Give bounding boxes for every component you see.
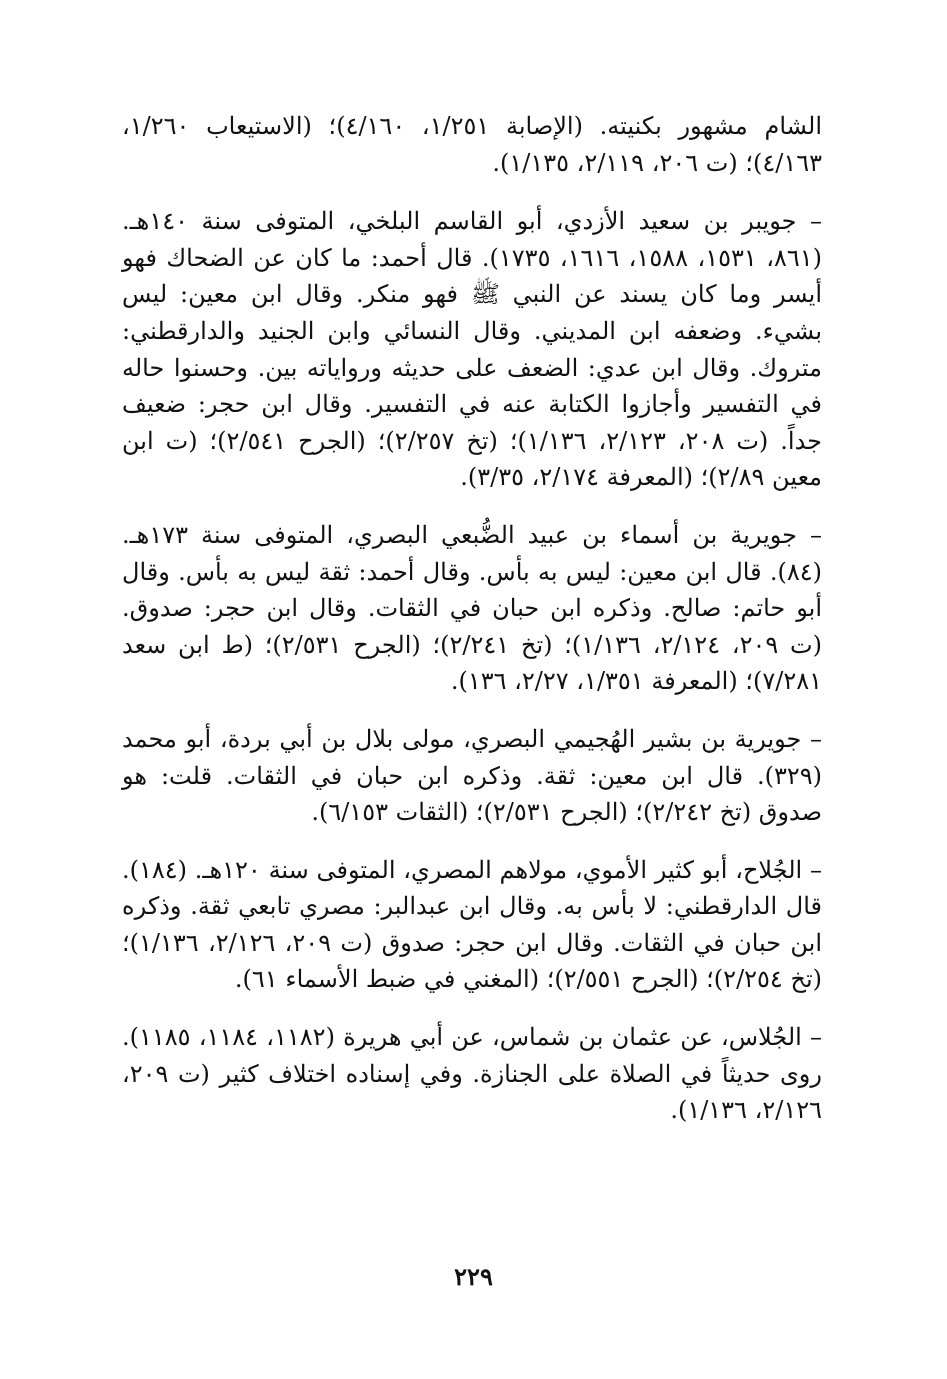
page-number: ٢٢٩ xyxy=(454,1262,493,1291)
entry-julas: – الجُلاس، عن عثمان بن شماس، عن أبي هريرة (١١٨٢، ١١٨٤، ١١٨٥). روى حديثاً في الصلاة على الجنازة. وفي إسناده اختلاف كثير (ت ٢٠٩، ٢/١٢٦، ١/١٣٦). xyxy=(122,1023,823,1125)
entry-juwayriya-bashir: – جويرية بن بشير الهُجيمي البصري، مولى بلال بن أبي بردة، أبو محمد (٣٢٩). قال ابن معين: ثقة. وذكره ابن حبان في الثقات. قلت: هو صدوق (تخ ٢/٢٤٢)؛ (الجرح ٢/٥٣١)؛ (الثقات ٦/١٥٣). xyxy=(122,724,823,827)
entry-juwaybir: – جويبر بن سعيد الأزدي، أبو القاسم البلخي، المتوفى سنة ١٤٠هـ. (٨٦١، ١٥٣١، ١٥٨٨، ١٦١٦، ١٧٣٥). قال أحمد: ما كان عن الضحاك فهو أيسر وما كان يسند عن النبي ﷺ فهو منكر. وقال ابن معين: ليس بشيء. وضعفه ابن المديني. وقال النسائي وابن الجنيد والدارقطني: متروك. وقال ابن عدي: الضعف على حديثه ورواياته بين. وحسنوا حاله في التفسير وأجازوا الكتابة عنه في التفسير. وقال ابن حجر: ضعيف جداً. (ت ٢٠٨، ٢/١٢٣، ١/١٣٦)؛ (تخ ٢/٢٥٧)؛ (الجرح ٢/٥٤١)؛ (ت ابن معين ٢/٨٩)؛ (المعرفة ٢/١٧٤، ٣/٣٥). xyxy=(122,207,822,492)
entry-julah: – الجُلاح، أبو كثير الأموي، مولاهم المصري، المتوفى سنة ١٢٠هـ. (١٨٤). قال الدارقطني: لا بأس به. وقال ابن عبدالبر: مصري تابعي ثقة. وذكره ابن حبان في الثقات. وقال ابن حجر: صدوق (ت ٢٠٩، ٢/١٢٦، ١/١٣٦)؛ (تخ ٢/٢٥٤)؛ (الجرح ٢/٥٥١)؛ (المغني في ضبط الأسماء ٦١). xyxy=(122,855,823,994)
page-body xyxy=(122,108,822,1150)
entry-juwayriya-asma: – جويرية بن أسماء بن عبيد الضُّبعي البصري، المتوفى سنة ١٧٣هـ. (٨٤). قال ابن معين: ليس به بأس. وقال أحمد: ثقة ليس به بأس. وقال أبو حاتم: صالح. وذكره ابن حبان في الثقات. وقال ابن حجر: صدوق. (ت ٢٠٩، ٢/١٢٤، ١/١٣٦)؛ (تخ ٢/٢٤١)؛ (الجرح ٢/٥٣١)؛ (ط ابن سعد ٧/٢٨١)؛ (المعرفة ١/٣٥١، ٢/٢٧، ١٣٦). xyxy=(122,520,823,696)
paragraph-continuation: الشام مشهور بكنيته. (الإصابة ١/٢٥١، ٤/١٦٠)؛ (الاستيعاب ١/٢٦٠، ٤/١٦٣)؛ (ت ٢٠٦، ٢/١١٩، ١/١٣٥). xyxy=(122,112,823,177)
